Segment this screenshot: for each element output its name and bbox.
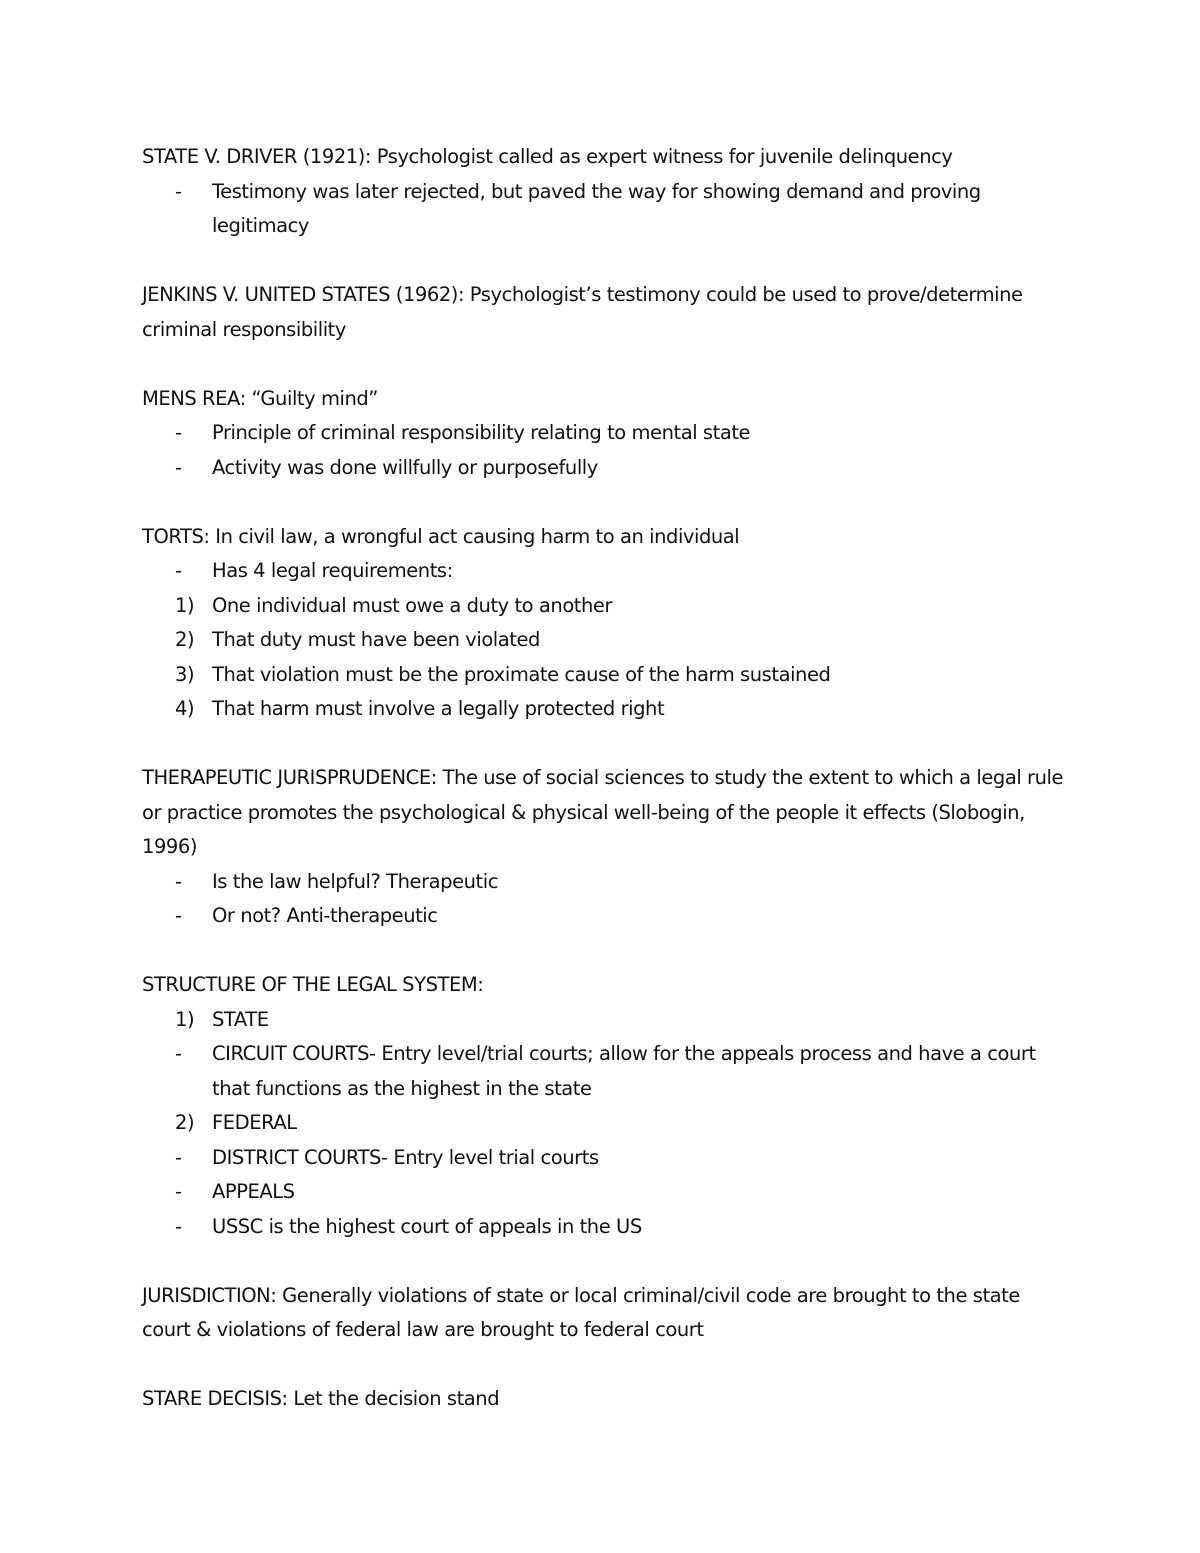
list-item — [142, 554, 1072, 589]
list-item — [142, 589, 1072, 624]
list-item-text: APPEALS — [212, 1180, 295, 1203]
list-item-text: CIRCUIT COURTS- Entry level/trial courts; allow for the appeals process and have a court that functions as the highest in the state — [212, 1042, 1036, 1100]
section-heading: THERAPEUTIC JURISPRUDENCE: The use of social sciences to study the extent to which a legal rule or practice promotes the psychological & physical well-being of the people it effects (Slobogin, 1996) — [142, 766, 1064, 858]
list-marker: 1) — [175, 1007, 195, 1031]
list-marker: 3) — [175, 662, 195, 686]
list-marker: - — [175, 1214, 182, 1238]
list-item — [142, 865, 1072, 900]
section-heading: STARE DECISIS: Let the decision stand — [142, 1387, 500, 1410]
list-item-text: That duty must have been violated — [212, 628, 540, 651]
list-item — [142, 899, 1072, 934]
list-item — [142, 1003, 1072, 1038]
list-marker: 1) — [175, 593, 195, 617]
list-marker: - — [175, 455, 182, 479]
list-item-text: USSC is the highest court of appeals in the US — [212, 1214, 642, 1238]
list-item — [142, 1141, 1072, 1176]
section-structure-of-legal-system — [142, 968, 1072, 1244]
section-heading: TORTS: In civil law, a wrongful act causing harm to an individual — [142, 524, 740, 548]
section-jenkins-v-united-states — [142, 278, 1072, 347]
list-marker: - — [175, 421, 182, 444]
list-item — [142, 1106, 1072, 1141]
list-item-text: Is the law helpful? Therapeutic — [212, 869, 498, 893]
list-item-text: Has 4 legal requirements: — [212, 559, 453, 582]
list-item-text: That harm must involve a legally protected right — [212, 697, 665, 720]
list-item — [142, 1210, 1072, 1245]
list-marker: - — [175, 1145, 182, 1169]
list-item — [142, 692, 1072, 727]
document-page — [142, 140, 1072, 1417]
section-heading: JURISDICTION: Generally violations of state or local criminal/civil code are brought to the state court & violations of federal law are brought to federal court — [142, 1283, 1020, 1341]
list-marker: - — [175, 559, 182, 582]
section-torts — [142, 520, 1072, 727]
list-item-text: Principle of criminal responsibility relating to mental state — [212, 421, 751, 444]
section-heading: STATE V. DRIVER (1921): Psychologist called as expert witness for juvenile delinquency — [142, 145, 953, 168]
list-item-text: Activity was done willfully or purposefully — [212, 455, 598, 479]
list-item — [142, 175, 1072, 244]
section-stare-decisis — [142, 1382, 1072, 1417]
list-marker: - — [175, 869, 182, 893]
list-marker: - — [175, 1042, 182, 1065]
section-heading: STRUCTURE OF THE LEGAL SYSTEM: — [142, 973, 484, 996]
list-item-text: Or not? Anti-therapeutic — [212, 904, 438, 927]
section-state-v-driver — [142, 140, 1072, 244]
section-therapeutic-jurisprudence — [142, 761, 1072, 934]
list-marker: 4) — [175, 697, 195, 720]
list-marker: - — [175, 179, 182, 203]
list-marker: 2) — [175, 628, 195, 651]
list-item-text: Testimony was later rejected, but paved the way for showing demand and proving legitimacy — [212, 179, 981, 237]
list-marker: - — [175, 904, 182, 927]
section-heading: MENS REA: “Guilty mind” — [142, 386, 378, 410]
list-item — [142, 1037, 1072, 1106]
list-item-text: FEDERAL — [212, 1111, 297, 1134]
list-item-text: DISTRICT COURTS- Entry level trial courts — [212, 1145, 599, 1169]
list-item — [142, 416, 1072, 451]
list-marker: - — [175, 1180, 182, 1203]
section-jurisdiction — [142, 1279, 1072, 1348]
list-item-text: STATE — [212, 1007, 269, 1031]
list-item — [142, 451, 1072, 486]
list-item — [142, 623, 1072, 658]
list-item-text: One individual must owe a duty to another — [212, 593, 613, 617]
section-heading: JENKINS V. UNITED STATES (1962): Psychologist’s testimony could be used to prove/determine criminal responsibility — [142, 283, 1023, 341]
list-item-text: That violation must be the proximate cause of the harm sustained — [212, 662, 831, 686]
section-mens-rea — [142, 382, 1072, 486]
list-item — [142, 658, 1072, 693]
list-item — [142, 1175, 1072, 1210]
list-marker: 2) — [175, 1111, 195, 1134]
